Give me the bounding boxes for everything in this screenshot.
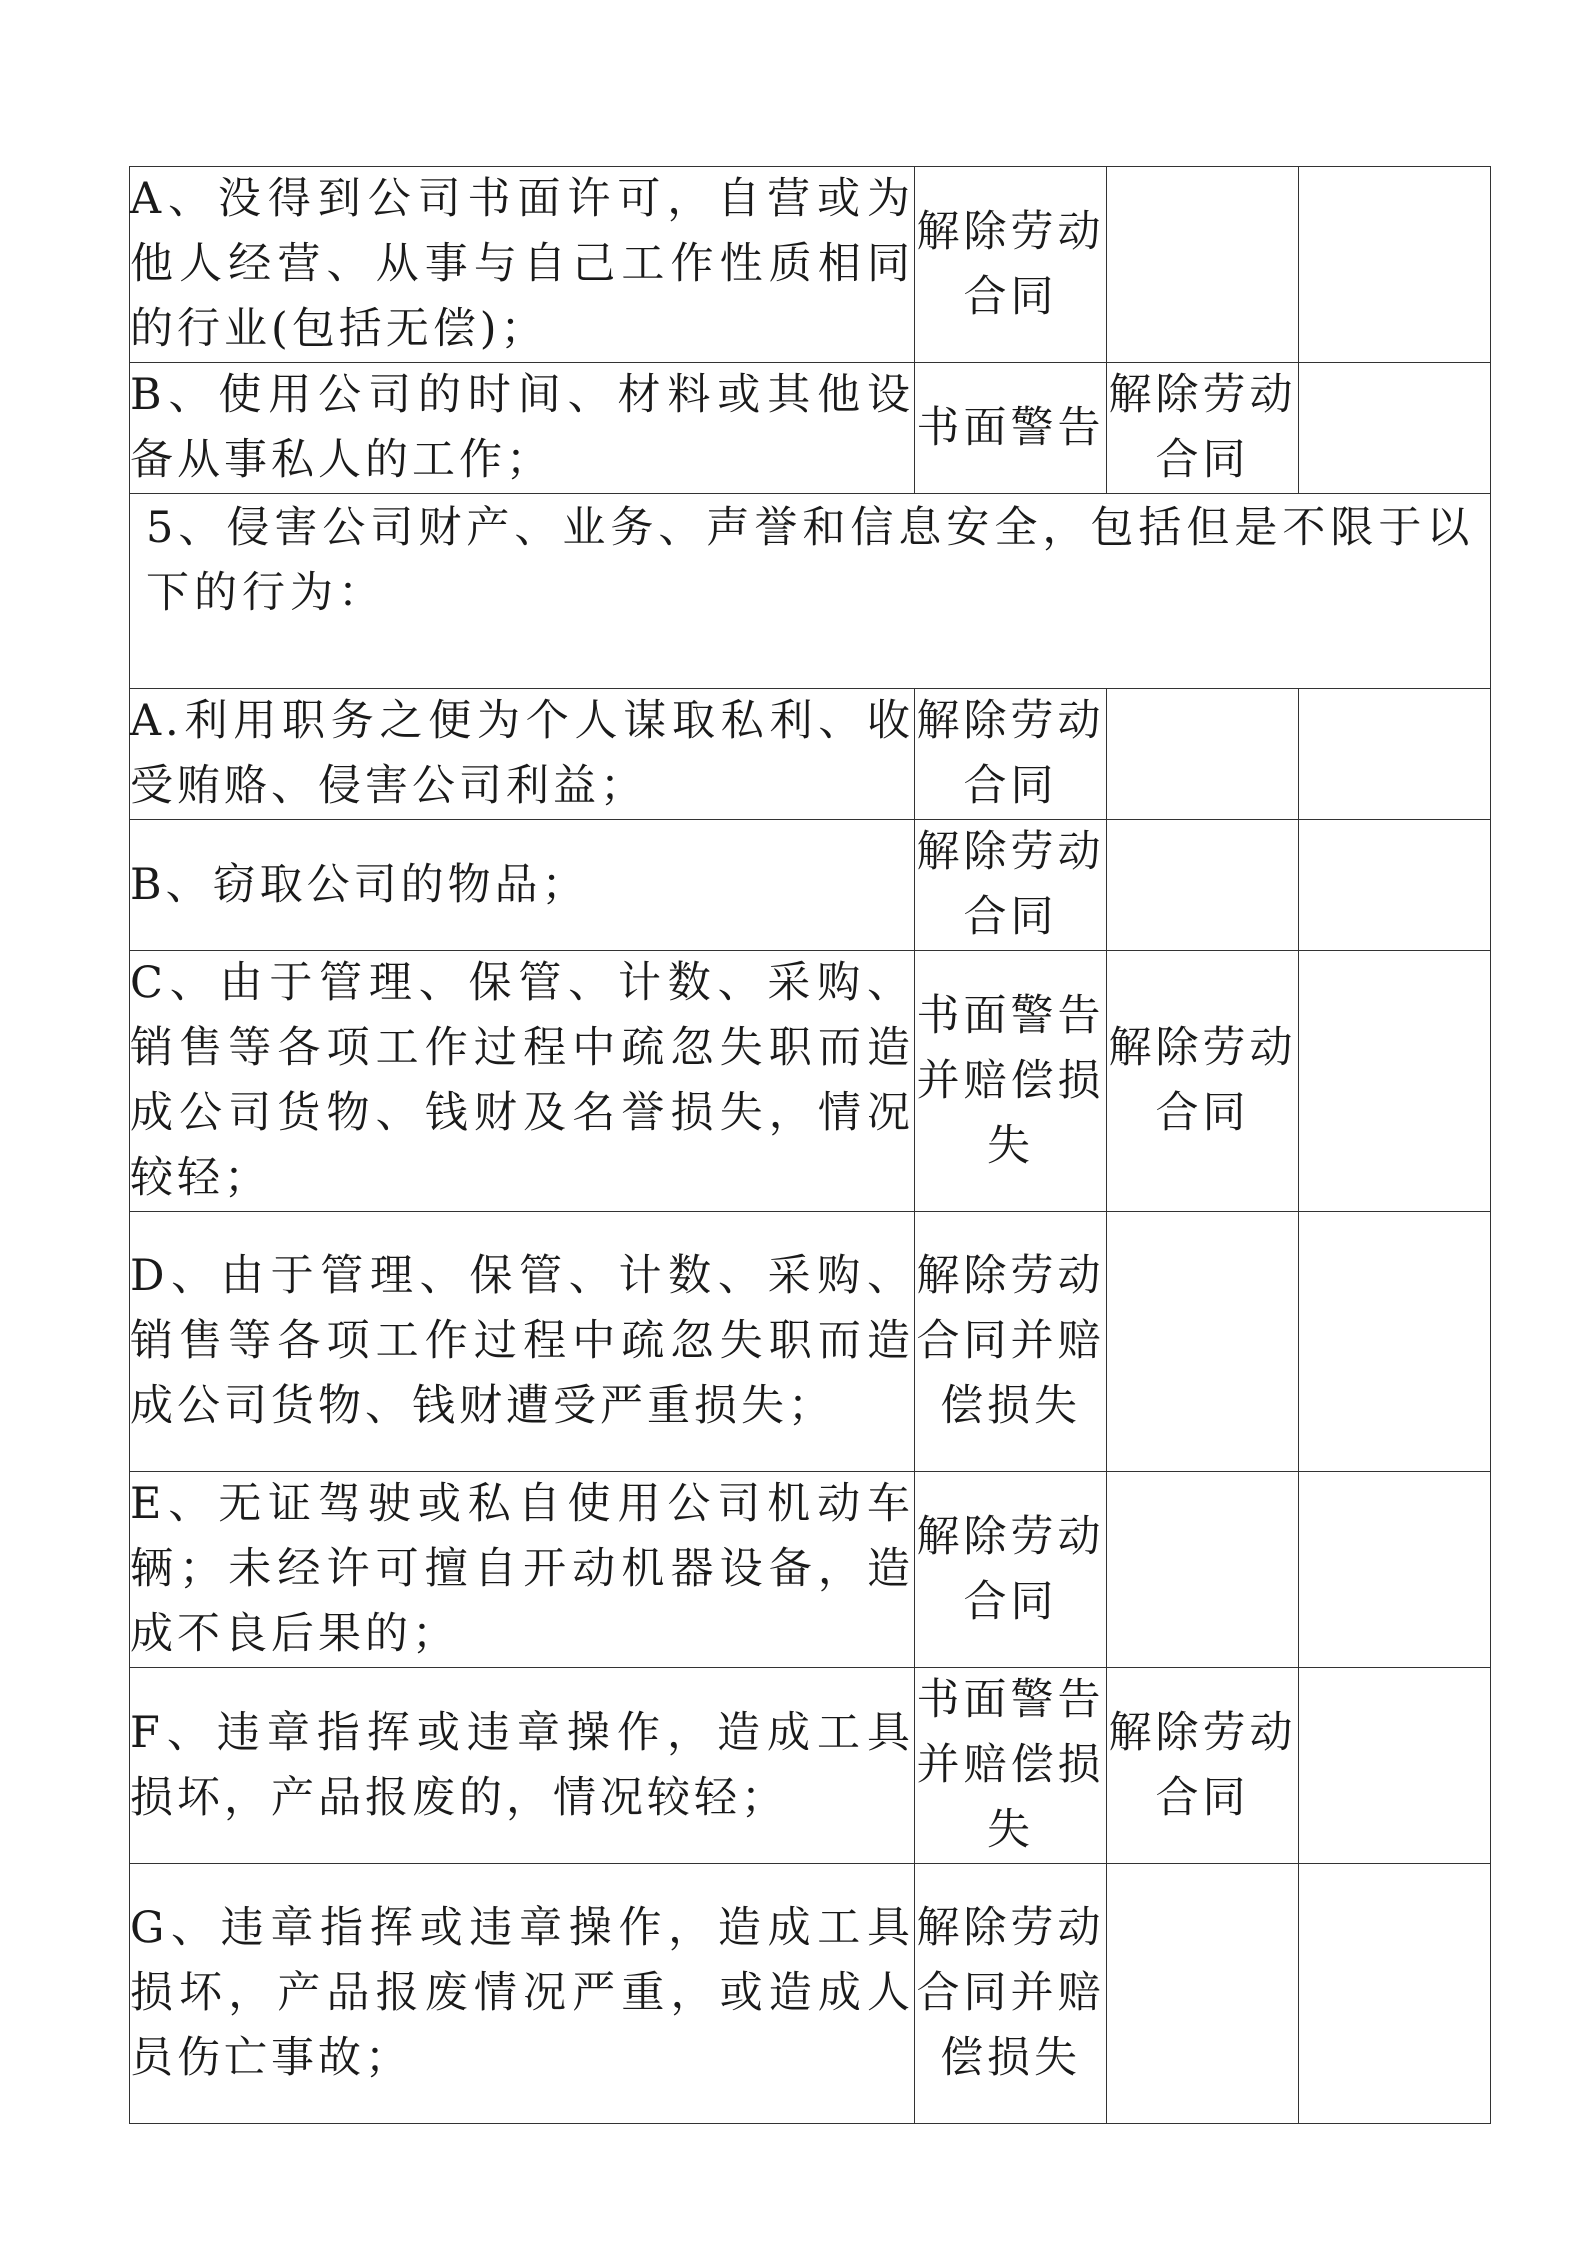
violation-description: E、无证驾驶或私自使用公司机动车辆；未经许可擅自开动机器设备，造成不良后果的； [130,1472,915,1668]
violation-description: A、没得到公司书面许可，自营或为他人经营、从事与自己工作性质相同的行业(包括无偿)； [130,167,915,363]
second-offense-penalty [1107,167,1299,363]
second-offense-penalty: 解除劳动合同 [1107,363,1299,494]
violation-description: G、违章指挥或违章操作，造成工具损坏，产品报废情况严重，或造成人员伤亡事故； [130,1864,915,2124]
third-offense-penalty [1299,689,1491,820]
disciplinary-rules-table [129,166,1491,2124]
third-offense-penalty [1299,167,1491,363]
second-offense-penalty [1107,820,1299,951]
second-offense-penalty [1107,1472,1299,1668]
section-heading-row [130,494,1491,689]
violation-description: D、由于管理、保管、计数、采购、销售等各项工作过程中疏忽失职而造成公司货物、钱财遭受严重损失； [130,1212,915,1472]
third-offense-penalty [1299,951,1491,1212]
third-offense-penalty [1299,1472,1491,1668]
violation-description: B、窃取公司的物品； [130,820,915,951]
first-offense-penalty: 解除劳动合同并赔偿损失 [915,1864,1107,2124]
second-offense-penalty [1107,1864,1299,2124]
section-heading [130,494,1491,689]
first-offense-penalty: 解除劳动合同并赔偿损失 [915,1212,1107,1472]
violation-description: C、由于管理、保管、计数、采购、销售等各项工作过程中疏忽失职而造成公司货物、钱财及名誉损失，情况较轻； [130,951,915,1212]
first-offense-penalty: 解除劳动合同 [915,167,1107,363]
table-row [130,1668,1491,1864]
first-offense-penalty: 解除劳动合同 [915,1472,1107,1668]
table-row [130,363,1491,494]
table-row [130,689,1491,820]
section-heading-text: 5、侵害公司财产、业务、声誉和信息安全，包括但是不限于以下的行为： [146,503,1475,618]
second-offense-penalty: 解除劳动合同 [1107,1668,1299,1864]
third-offense-penalty [1299,820,1491,951]
first-offense-penalty: 解除劳动合同 [915,820,1107,951]
violation-description: B、使用公司的时间、材料或其他设备从事私人的工作； [130,363,915,494]
third-offense-penalty [1299,363,1491,494]
first-offense-penalty: 书面警告并赔偿损失 [915,1668,1107,1864]
table-row [130,1864,1491,2124]
second-offense-penalty: 解除劳动合同 [1107,951,1299,1212]
first-offense-penalty: 书面警告并赔偿损失 [915,951,1107,1212]
violation-description: F、违章指挥或违章操作，造成工具损坏，产品报废的，情况较轻； [130,1668,915,1864]
table-row [130,820,1491,951]
second-offense-penalty [1107,1212,1299,1472]
third-offense-penalty [1299,1668,1491,1864]
table-row [130,167,1491,363]
first-offense-penalty: 书面警告 [915,363,1107,494]
table-row [130,1472,1491,1668]
second-offense-penalty [1107,689,1299,820]
table-row [130,951,1491,1212]
violation-description: A.利用职务之便为个人谋取私利、收受贿赂、侵害公司利益； [130,689,915,820]
third-offense-penalty [1299,1864,1491,2124]
third-offense-penalty [1299,1212,1491,1472]
first-offense-penalty: 解除劳动合同 [915,689,1107,820]
table-row [130,1212,1491,1472]
